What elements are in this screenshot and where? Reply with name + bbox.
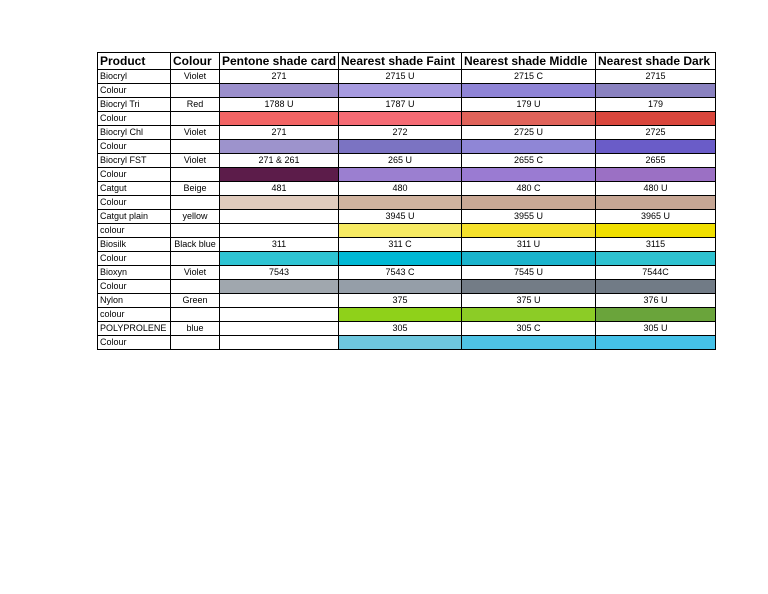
faint-code-cell: 480: [339, 182, 462, 196]
table-row: [98, 294, 716, 308]
middle-code-cell: 7545 U: [462, 266, 596, 280]
table-row: [98, 182, 716, 196]
dark-swatch: [596, 140, 716, 154]
pantone-code-cell: 1788 U: [220, 98, 339, 112]
empty-cell: [171, 336, 220, 350]
table-body: [98, 70, 716, 350]
pantone-code-cell: 311: [220, 238, 339, 252]
dark-code-cell: 7544C: [596, 266, 716, 280]
table-row: [98, 98, 716, 112]
pantone-code-cell: 271 & 261: [220, 154, 339, 168]
swatch-row: [98, 252, 716, 266]
colour-label-cell: Colour: [98, 280, 171, 294]
pantone-swatch: [220, 308, 339, 322]
faint-swatch: [339, 168, 462, 182]
swatch-row: [98, 280, 716, 294]
middle-code-cell: 2725 U: [462, 126, 596, 140]
pantone-swatch: [220, 336, 339, 350]
dark-code-cell: 3965 U: [596, 210, 716, 224]
faint-code-cell: 2715 U: [339, 70, 462, 84]
dark-swatch: [596, 224, 716, 238]
dark-code-cell: 2655: [596, 154, 716, 168]
faint-swatch: [339, 112, 462, 126]
faint-swatch: [339, 252, 462, 266]
colour-label-cell: Colour: [98, 336, 171, 350]
swatch-row: [98, 168, 716, 182]
pantone-swatch: [220, 140, 339, 154]
colour-name-cell: Green: [171, 294, 220, 308]
pantone-code-cell: [220, 322, 339, 336]
empty-cell: [171, 308, 220, 322]
faint-swatch: [339, 84, 462, 98]
middle-code-cell: 305 C: [462, 322, 596, 336]
dark-code-cell: 305 U: [596, 322, 716, 336]
dark-code-cell: 3115: [596, 238, 716, 252]
table-row: [98, 70, 716, 84]
dark-swatch: [596, 280, 716, 294]
dark-swatch: [596, 196, 716, 210]
faint-code-cell: 311 C: [339, 238, 462, 252]
faint-swatch: [339, 224, 462, 238]
table-row: [98, 210, 716, 224]
colour-label-cell: Colour: [98, 168, 171, 182]
table-row: [98, 238, 716, 252]
colour-name-cell: yellow: [171, 210, 220, 224]
middle-swatch: [462, 140, 596, 154]
dark-swatch: [596, 84, 716, 98]
colour-name-cell: Violet: [171, 70, 220, 84]
header-nearest-middle: Nearest shade Middle: [462, 53, 596, 70]
faint-code-cell: 305: [339, 322, 462, 336]
middle-code-cell: 2715 C: [462, 70, 596, 84]
product-cell: Nylon: [98, 294, 171, 308]
table-row: [98, 126, 716, 140]
colour-label-cell: Colour: [98, 196, 171, 210]
swatch-row: [98, 84, 716, 98]
empty-cell: [171, 140, 220, 154]
colour-name-cell: Violet: [171, 266, 220, 280]
dark-swatch: [596, 168, 716, 182]
product-cell: Biosilk: [98, 238, 171, 252]
table-row: [98, 154, 716, 168]
faint-swatch: [339, 196, 462, 210]
pantone-swatch: [220, 168, 339, 182]
header-pantone-shade-card: Pentone shade card: [220, 53, 339, 70]
swatch-row: [98, 140, 716, 154]
middle-swatch: [462, 224, 596, 238]
swatch-row: [98, 196, 716, 210]
dark-swatch: [596, 252, 716, 266]
header-colour: Colour: [171, 53, 220, 70]
empty-cell: [171, 196, 220, 210]
dark-swatch: [596, 336, 716, 350]
middle-code-cell: 480 C: [462, 182, 596, 196]
empty-cell: [171, 112, 220, 126]
pantone-code-cell: [220, 294, 339, 308]
faint-code-cell: 375: [339, 294, 462, 308]
dark-code-cell: 2715: [596, 70, 716, 84]
faint-swatch: [339, 336, 462, 350]
middle-swatch: [462, 168, 596, 182]
header-nearest-faint: Nearest shade Faint: [339, 53, 462, 70]
colour-name-cell: blue: [171, 322, 220, 336]
pantone-swatch: [220, 280, 339, 294]
product-cell: Biocryl: [98, 70, 171, 84]
colour-name-cell: Beige: [171, 182, 220, 196]
colour-name-cell: Black blue: [171, 238, 220, 252]
swatch-row: [98, 112, 716, 126]
colour-name-cell: Red: [171, 98, 220, 112]
faint-swatch: [339, 140, 462, 154]
dark-code-cell: 376 U: [596, 294, 716, 308]
table-row: [98, 322, 716, 336]
pantone-swatch: [220, 252, 339, 266]
pantone-swatch: [220, 84, 339, 98]
faint-code-cell: 7543 C: [339, 266, 462, 280]
pantone-code-cell: 7543: [220, 266, 339, 280]
middle-code-cell: 2655 C: [462, 154, 596, 168]
colour-name-cell: Violet: [171, 154, 220, 168]
pantone-code-cell: 271: [220, 70, 339, 84]
colour-label-cell: Colour: [98, 140, 171, 154]
product-cell: POLYPROLENE: [98, 322, 171, 336]
middle-swatch: [462, 308, 596, 322]
dark-code-cell: 179: [596, 98, 716, 112]
header-row: [98, 53, 716, 70]
middle-code-cell: 375 U: [462, 294, 596, 308]
swatch-row: [98, 308, 716, 322]
middle-swatch: [462, 252, 596, 266]
empty-cell: [171, 168, 220, 182]
colour-label-cell: Colour: [98, 84, 171, 98]
middle-swatch: [462, 84, 596, 98]
colour-label-cell: Colour: [98, 252, 171, 266]
swatch-row: [98, 336, 716, 350]
shade-table: [97, 52, 716, 350]
middle-code-cell: 3955 U: [462, 210, 596, 224]
middle-swatch: [462, 112, 596, 126]
pantone-code-cell: 481: [220, 182, 339, 196]
middle-swatch: [462, 280, 596, 294]
pantone-swatch: [220, 224, 339, 238]
product-cell: Bioxyn: [98, 266, 171, 280]
dark-code-cell: 480 U: [596, 182, 716, 196]
faint-code-cell: 3945 U: [339, 210, 462, 224]
empty-cell: [171, 252, 220, 266]
empty-cell: [171, 224, 220, 238]
pantone-swatch: [220, 112, 339, 126]
product-cell: Biocryl FST: [98, 154, 171, 168]
product-cell: Biocryl Tri: [98, 98, 171, 112]
dark-swatch: [596, 112, 716, 126]
header-product: Product: [98, 53, 171, 70]
colour-label-cell: Colour: [98, 112, 171, 126]
faint-swatch: [339, 308, 462, 322]
faint-code-cell: 265 U: [339, 154, 462, 168]
dark-swatch: [596, 308, 716, 322]
product-cell: Catgut: [98, 182, 171, 196]
middle-swatch: [462, 336, 596, 350]
product-cell: Catgut plain: [98, 210, 171, 224]
colour-label-cell: colour: [98, 308, 171, 322]
dark-code-cell: 2725: [596, 126, 716, 140]
middle-swatch: [462, 196, 596, 210]
pantone-swatch: [220, 196, 339, 210]
table-row: [98, 266, 716, 280]
colour-name-cell: Violet: [171, 126, 220, 140]
middle-code-cell: 311 U: [462, 238, 596, 252]
colour-label-cell: colour: [98, 224, 171, 238]
middle-code-cell: 179 U: [462, 98, 596, 112]
faint-swatch: [339, 280, 462, 294]
empty-cell: [171, 280, 220, 294]
product-cell: Biocryl Chl: [98, 126, 171, 140]
faint-code-cell: 1787 U: [339, 98, 462, 112]
header-nearest-dark: Nearest shade Dark: [596, 53, 716, 70]
swatch-row: [98, 224, 716, 238]
pantone-code-cell: [220, 210, 339, 224]
faint-code-cell: 272: [339, 126, 462, 140]
pantone-code-cell: 271: [220, 126, 339, 140]
empty-cell: [171, 84, 220, 98]
